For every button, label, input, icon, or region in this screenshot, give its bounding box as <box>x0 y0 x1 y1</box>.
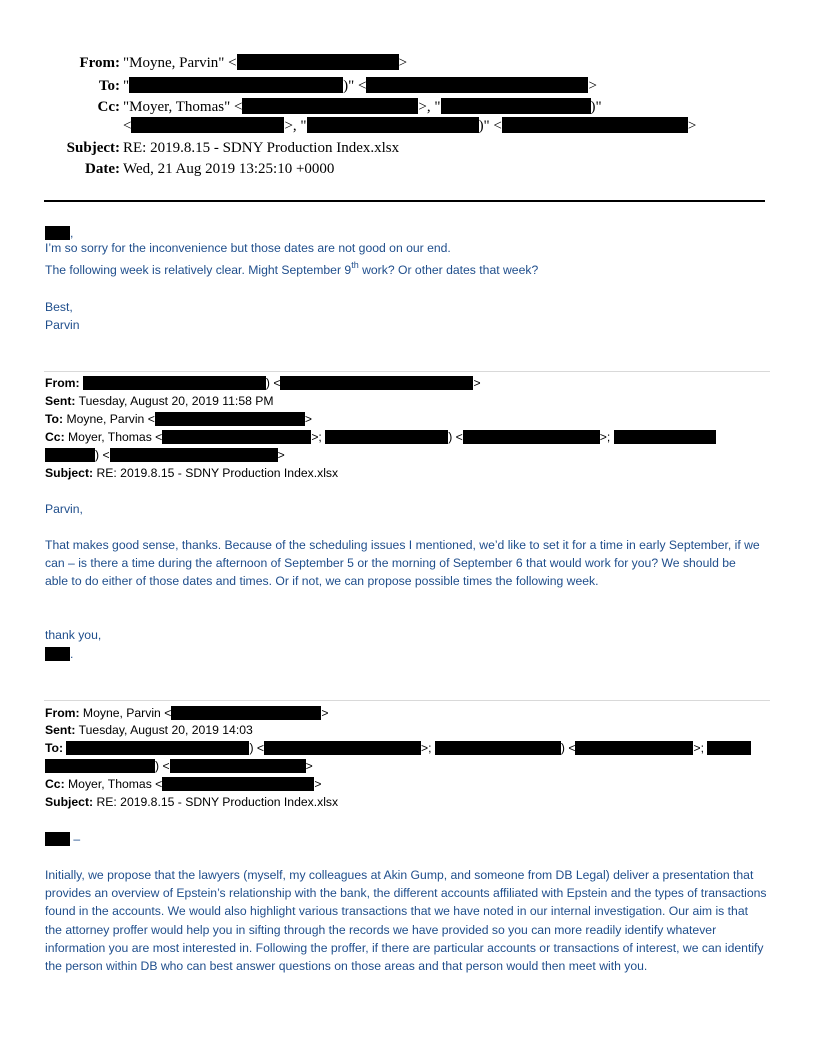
msg3-to-row: To: ) < >; ) < >; <box>45 739 751 757</box>
header-subject-label: Subject: <box>66 140 120 156</box>
redaction-block <box>162 777 314 791</box>
msg3-subject-row: Subject: RE: 2019.8.15 - SDNY Production Index.xlsx <box>45 795 339 809</box>
msg1-signature: Parvin <box>45 318 80 332</box>
msg3-from-row: From: Moyne, Parvin < > <box>45 706 329 720</box>
redaction-block <box>66 741 249 755</box>
message-separator <box>44 371 770 372</box>
redaction-block <box>45 647 70 661</box>
redaction-block <box>237 54 399 70</box>
msg2-sent-row: Sent: Tuesday, August 20, 2019 11:58 PM <box>45 394 274 408</box>
msg1-line-2: The following week is relatively clear. Might September 9th work? Or other dates that week? <box>45 260 539 277</box>
redaction-block <box>435 741 561 755</box>
redaction-block <box>45 226 70 240</box>
redaction-block <box>463 430 600 444</box>
redaction-block <box>129 77 343 93</box>
redaction-block <box>280 376 473 390</box>
header-to-value: " )" < > <box>123 78 597 94</box>
redaction-block <box>162 430 311 444</box>
header-to-label: To: <box>98 78 120 94</box>
redaction-block <box>83 376 266 390</box>
redaction-block <box>155 412 305 426</box>
msg1-line-1: I’m so sorry for the inconvenience but those dates are not good on our end. <box>45 241 451 255</box>
msg2-paragraph: That makes good sense, thanks. Because of the scheduling issues I mentioned, we’d like to set it for a time in early September, if we can – is there a time during the afternoon of September 5 or the morning of September 6 that would work for you? We should be able to do either of those dates and times. Or if not, we can propose possible times the following week. <box>45 538 760 589</box>
header-divider <box>44 200 765 202</box>
redaction-block <box>264 741 421 755</box>
msg3-to-row-2: ) < > <box>45 757 313 775</box>
header-from-name: "Moyne, Parvin" < <box>123 55 237 71</box>
header-date-value: Wed, 21 Aug 2019 13:25:10 +0000 <box>123 161 335 177</box>
msg3-paragraph: Initially, we propose that the lawyers (myself, my colleagues at Akin Gump, and someone from DB Legal) deliver a presentation that provides an overview of Epstein’s relationship with the bank, the different accounts affiliated with Epstein and the types of transactions found in the accounts. We would also highlight various transactions that we have noted in our internal investigation. Our aim is that the attorney proffer would help you in sifting through the records we have provided so you can more readily identify whatever information you are most interested in. Following the proffer, if there are particular accounts or transactions of interest, we can identify the person within DB who can best answer questions on those areas and that person would then meet with you. <box>45 868 767 974</box>
msg2-signature: . <box>45 645 73 663</box>
redaction-block <box>307 117 479 133</box>
msg3-cc-row: Cc: Moyer, Thomas < > <box>45 777 322 791</box>
redaction-block <box>707 741 751 755</box>
redaction-block <box>366 77 588 93</box>
msg2-closing: thank you, <box>45 628 102 642</box>
redaction-block <box>45 759 155 773</box>
redaction-block <box>575 741 693 755</box>
redaction-block <box>170 759 306 773</box>
redaction-block <box>325 430 448 444</box>
header-cc-row-2: < >, " )" < > <box>123 118 697 134</box>
redaction-block <box>110 448 278 462</box>
msg2-to-row: To: Moyne, Parvin < > <box>45 412 312 426</box>
msg1-closing: Best, <box>45 300 73 314</box>
header-cc-label: Cc: <box>97 99 120 115</box>
redaction-block <box>45 832 70 846</box>
header-subject-value: RE: 2019.8.15 - SDNY Production Index.xlsx <box>123 140 400 156</box>
msg2-cc-row: Cc: Moyer, Thomas < >; ) < >; <box>45 428 716 446</box>
redaction-block <box>131 117 284 133</box>
redaction-block <box>171 706 321 720</box>
msg2-cc-row-2: ) < > <box>45 446 285 464</box>
msg2-greeting: Parvin, <box>45 502 83 516</box>
msg2-subject-row: Subject: RE: 2019.8.15 - SDNY Production Index.xlsx <box>45 466 339 480</box>
msg3-greeting: – <box>45 830 80 848</box>
header-from-value: "Moyne, Parvin" < > <box>123 55 408 71</box>
redaction-block <box>441 98 591 114</box>
header-date-label: Date: <box>85 161 120 177</box>
header-from-label: From: <box>79 55 120 71</box>
header-cc-value: "Moyer, Thomas" < >, " )" <box>123 99 602 115</box>
redaction-block <box>502 117 688 133</box>
redaction-block <box>45 448 95 462</box>
message-separator <box>44 700 770 701</box>
msg2-from-row: From: ) < > <box>45 376 481 390</box>
redaction-block <box>614 430 716 444</box>
msg3-sent-row: Sent: Tuesday, August 20, 2019 14:03 <box>45 723 253 737</box>
msg1-greeting: , <box>45 224 73 242</box>
redaction-block <box>242 98 418 114</box>
